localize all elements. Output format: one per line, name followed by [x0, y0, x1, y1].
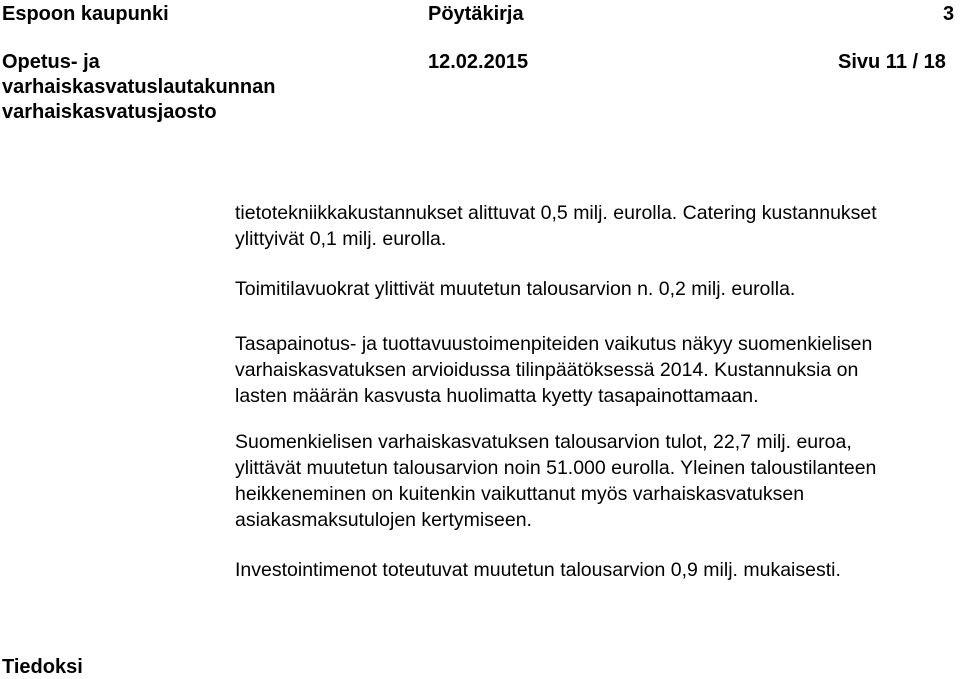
paragraph-costs	[235, 200, 955, 252]
organization-name: Espoon kaupunki	[2, 3, 169, 25]
paragraph-line: ylittyivät 0,1 milj. eurolla.	[235, 228, 447, 250]
paragraph-line: Suomenkielisen varhaiskasvatuksen talousarvion tulot, 22,7 milj. euroa,	[235, 431, 852, 453]
paragraph-line: Toimitilavuokrat ylittivät muutetun talousarvion n. 0,2 milj. eurolla.	[235, 278, 796, 300]
paragraph-revenue	[235, 429, 955, 533]
paragraph-line: tietotekniikkakustannukset alittuvat 0,5 milj. eurolla. Catering kustannukset	[235, 202, 877, 224]
committee-line-1: Opetus- ja	[2, 51, 100, 73]
for-information-heading: Tiedoksi	[2, 656, 83, 678]
page-number: Sivu 11 / 18	[838, 51, 946, 73]
committee-line-3: varhaiskasvatusjaosto	[2, 101, 217, 123]
meeting-date: 12.02.2015	[428, 51, 529, 73]
paragraph-line: Tasapainotus- ja tuottavuustoimenpiteiden vaikutus näkyy suomenkielisen	[235, 333, 873, 355]
paragraph-investments	[235, 557, 955, 583]
paragraph-rent	[235, 276, 955, 302]
paragraph-line: asiakasmaksutulojen kertymiseen.	[235, 509, 532, 531]
paragraph-line: lasten määrän kasvusta huolimatta kyetty tasapainottamaan.	[235, 385, 759, 407]
committee-line-2: varhaiskasvatuslautakunnan	[2, 76, 276, 98]
paragraph-line: Investointimenot toteutuvat muutetun talousarvion 0,9 milj. mukaisesti.	[235, 559, 841, 581]
paragraph-line: heikkeneminen on kuitenkin vaikuttanut myös varhaiskasvatuksen	[235, 483, 805, 505]
paragraph-line: varhaiskasvatuksen arvioidussa tilinpäätöksessä 2014. Kustannuksia on	[235, 359, 859, 381]
paragraph-line: ylittävät muutetun talousarvion noin 51.000 eurolla. Yleinen taloustilanteen	[235, 457, 877, 479]
paragraph-balancing	[235, 331, 955, 409]
section-number: 3	[943, 3, 955, 25]
document-type: Pöytäkirja	[428, 3, 524, 25]
